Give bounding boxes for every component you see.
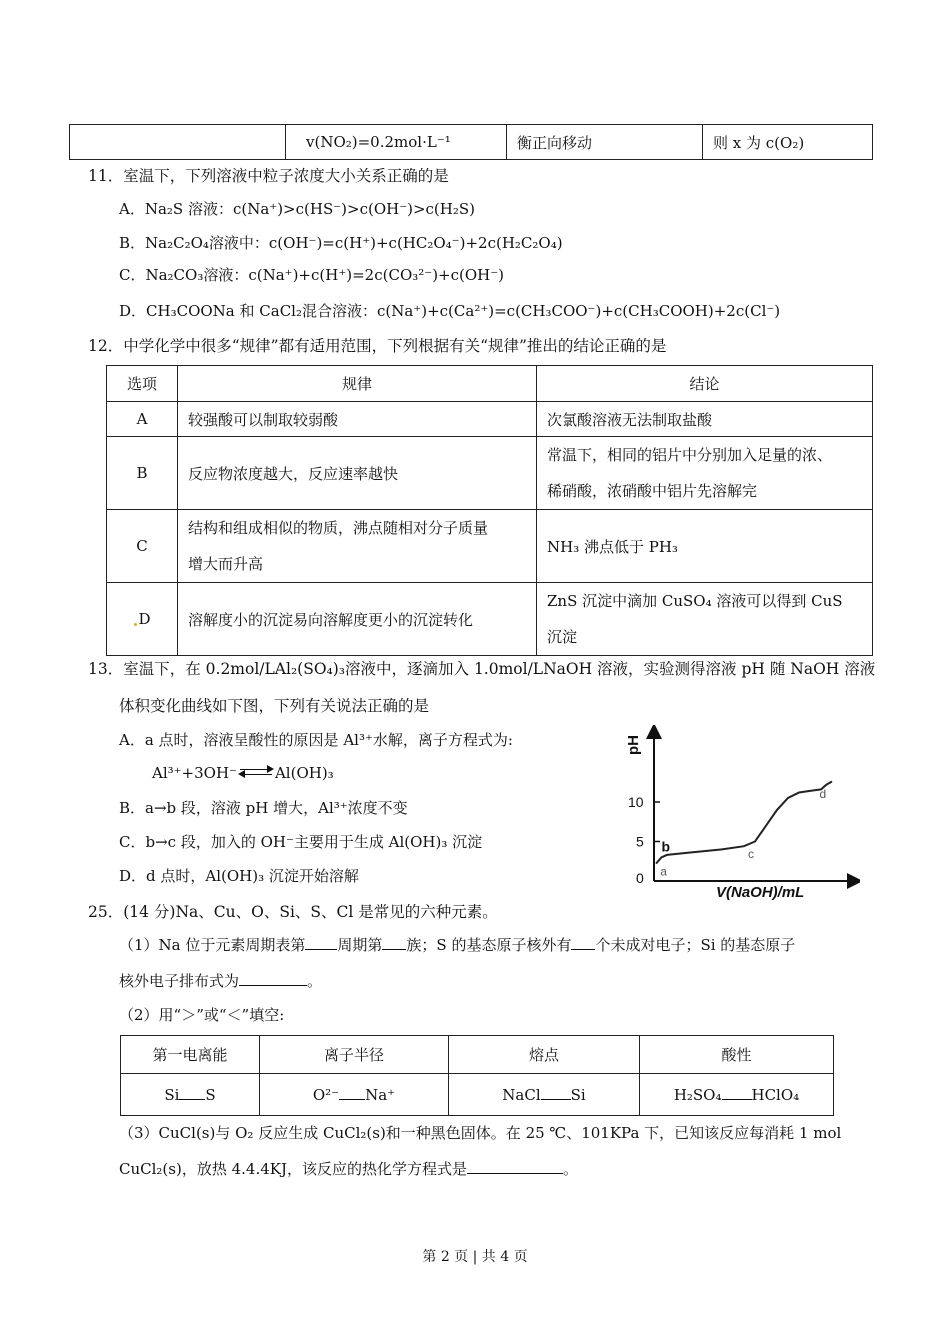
page-footer: 第 2 页 | 共 4 页 — [422, 1249, 528, 1265]
ph-curve — [656, 782, 832, 864]
q12-row-b-conclusion — [537, 437, 873, 510]
q25-part3-line1: （3）CuCl(s)与 O₂ 反应生成 CuCl₂(s)和一种黑色固体。在 25 ℃、101KPa 下，已知该反应每消耗 1 mol — [119, 1124, 842, 1142]
q13-equation-right: Al(OH)₃ — [274, 764, 334, 782]
y-axis-label: pH — [625, 735, 642, 755]
answer-blank-thermo-equation[interactable] — [467, 1159, 563, 1174]
q12-row-d-conclusion-line2: 沉淀 — [547, 628, 578, 646]
y-tick-label-10: 10 — [628, 794, 644, 810]
q13-option-b: B．a→b 段，溶液 pH 增大，Al³⁺浓度不变 — [119, 799, 408, 817]
q12-row-c-conclusion: NH₃ 沸点低于 PH₃ — [537, 510, 873, 583]
q12-table — [106, 365, 873, 656]
q25-header-radius: 离子半径 — [260, 1036, 449, 1074]
answer-blank-unpaired[interactable] — [571, 935, 595, 950]
ph-chart — [620, 725, 860, 905]
answer-blank-ionization[interactable] — [179, 1085, 205, 1100]
q12-row-d-conclusion-line1: ZnS 沉淀中滴加 CuSO₄ 溶液可以得到 CuS — [547, 592, 843, 610]
q12-header-option: 选项 — [107, 366, 178, 402]
q12-row-c-rule — [178, 510, 537, 583]
point-label-d: d — [819, 787, 827, 802]
x-axis-label: V(NaOH)/mL — [716, 884, 805, 901]
q13-equation-left: Al³⁺+3OH⁻ — [152, 764, 237, 782]
q12-row-a-conclusion: 次氯酸溶液无法制取盐酸 — [537, 402, 873, 437]
q12-row-b-rule: 反应物浓度越大，反应速率越快 — [178, 437, 537, 510]
y-tick-label-0: 0 — [636, 870, 644, 886]
q12-row-a-rule: 较强酸可以制取较弱酸 — [178, 402, 537, 437]
q12-row-b-conclusion-line2: 稀硝酸，浓硝酸中铝片先溶解完 — [547, 482, 758, 500]
q11-option-b: B．Na₂C₂O₄溶液中：c(OH⁻)=c(H⁺)+c(HC₂O₄⁻)+2c(H₂C₂O₄) — [119, 234, 563, 252]
top-table — [69, 124, 873, 160]
q13-stem-line2: 体积变化曲线如下图，下列有关说法正确的是 — [119, 697, 430, 715]
q25-cell-radius: O²⁻ Na⁺ — [260, 1074, 449, 1116]
q25-cell-acidity: H₂SO₄ HClO₄ — [640, 1074, 834, 1116]
q25-header-melting: 熔点 — [449, 1036, 640, 1074]
q11-option-a: A．Na₂S 溶液：c(Na⁺)>c(HS⁻)>c(OH⁻)>c(H₂S) — [119, 200, 476, 218]
q13-option-a: A．a 点时，溶液呈酸性的原因是 Al³⁺水解，离子方程式为: — [119, 731, 513, 749]
answer-blank-group[interactable] — [382, 935, 406, 950]
q25-compare-table — [120, 1035, 834, 1116]
q12-row-c-rule-line2: 增大而升高 — [188, 555, 264, 573]
q11-option-c: C．Na₂CO₃溶液：c(Na⁺)+c(H⁺)=2c(CO₃²⁻)+c(OH⁻) — [119, 266, 505, 284]
y-tick-label-5: 5 — [636, 833, 644, 850]
q25-header-acidity: 酸性 — [640, 1036, 834, 1074]
q12-stem: 12．中学化学中很多“规律”都有适用范围，下列根据有关“规律”推出的结论正确的是 — [88, 337, 667, 355]
q25-part3-line2: CuCl₂(s)，放热 4.4.4KJ，该反应的热化学方程式是 。 — [119, 1160, 578, 1178]
q12-row-b-conclusion-line1: 常温下，相同的铝片中分别加入足量的浓、 — [547, 446, 833, 464]
reversible-arrow-icon — [240, 767, 272, 777]
q25-part1-line1: （1）Na 位于元素周期表第 周期第 族；S 的基态原子核外有 个未成对电子；Si 的基态原子 — [119, 936, 796, 954]
q13-stem-line1: 13．室温下，在 0.2mol/LAl₂(SO₄)₃溶液中，逐滴加入 1.0mol/LNaOH 溶液，实验测得溶液 pH 随 NaOH 溶液 — [88, 660, 876, 678]
top-table-cell-3: 衡正向移动 — [507, 125, 703, 160]
q12-row-b-option: B — [107, 437, 178, 510]
q12-row-d-option: D — [107, 583, 178, 656]
point-label-c: c — [748, 847, 754, 862]
q12-row-c-option: C — [107, 510, 178, 583]
point-label-b: b — [661, 838, 671, 855]
q13-option-d: D．d 点时，Al(OH)₃ 沉淀开始溶解 — [119, 867, 359, 885]
q12-row-d-conclusion — [537, 583, 873, 656]
top-table-cell-4: 则 x 为 c(O₂) — [703, 125, 873, 160]
q25-part1-line2: 核外电子排布式为 。 — [119, 972, 323, 990]
q12-header-rule: 规律 — [178, 366, 537, 402]
q11-option-d: D．CH₃COONa 和 CaCl₂混合溶液：c(Na⁺)+c(Ca²⁺)=c(CH₃COO⁻)+c(CH₃COOH)+2c(Cl⁻) — [119, 302, 781, 320]
answer-blank-radius[interactable] — [339, 1085, 365, 1100]
q25-header-ionization: 第一电离能 — [121, 1036, 260, 1074]
answer-blank-melting[interactable] — [541, 1085, 571, 1100]
point-label-a: a — [660, 864, 667, 879]
answer-blank-acidity[interactable] — [722, 1085, 752, 1100]
answer-blank-period[interactable] — [305, 935, 337, 950]
q13-option-c: C．b→c 段，加入的 OH⁻主要用于生成 Al(OH)₃ 沉淀 — [119, 833, 483, 851]
q25-part2: （2）用“＞”或“＜”填空: — [119, 1006, 285, 1024]
q12-header-conclusion: 结论 — [537, 366, 873, 402]
q12-row-a-option: A — [107, 402, 178, 437]
answer-blank-si-config[interactable] — [239, 971, 307, 986]
q25-stem: 25．(14 分)Na、Cu、O、Si、S、Cl 是常见的六种元素。 — [88, 903, 498, 921]
top-table-cell-1 — [70, 125, 286, 160]
q12-row-c-rule-line1: 结构和组成相似的物质，沸点随相对分子质量 — [188, 519, 489, 537]
q13-option-a-equation — [152, 764, 334, 782]
q25-cell-ionization: Si S — [121, 1074, 260, 1116]
q25-cell-melting: NaCl Si — [449, 1074, 640, 1116]
top-table-cell-2: v(NO₂)=0.2mol·L⁻¹ — [286, 125, 507, 160]
q11-stem: 11．室温下，下列溶液中粒子浓度大小关系正确的是 — [88, 167, 449, 185]
q12-row-d-rule: 溶解度小的沉淀易向溶解度更小的沉淀转化 — [178, 583, 537, 656]
